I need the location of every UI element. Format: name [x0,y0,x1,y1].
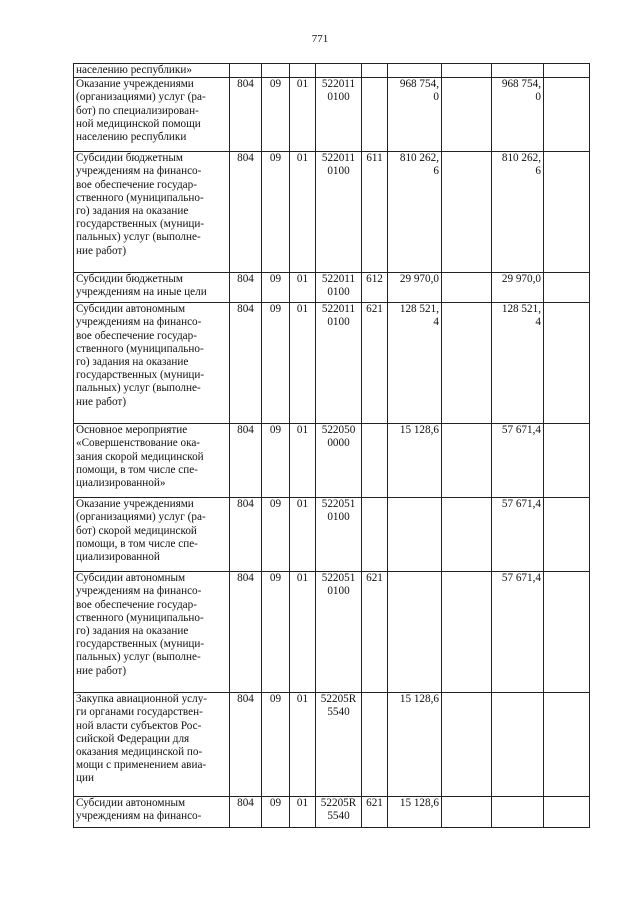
subsection-code: 01 [290,693,316,797]
table-row [74,693,590,797]
row-name: Основное мероприятие «Совершенствование ока- зания скорой медицинской помощи, в том числе спе- циализированной» [74,424,230,498]
expense-type-code [362,78,388,152]
table-row [74,273,590,303]
section-code: 09 [262,572,290,693]
subsection-code: 01 [290,152,316,273]
subsection-code [290,64,316,78]
section-code: 09 [262,78,290,152]
subsection-code: 01 [290,273,316,303]
amount-4 [544,498,590,572]
row-name: Оказание учреждениями (организациями) услуг (ра- бот) по специализирован- ной медицинской помощи населению республики [74,78,230,152]
amount-1 [388,572,442,693]
target-article-code: 522011 0100 [316,273,362,303]
row-name: Субсидии автономным учреждениям на финансо- вое обеспечение государ- ственного (муниципально- го) задания на оказание государственных (муници- пальных) услуг (выполне- ние работ) [74,303,230,424]
section-code: 09 [262,498,290,572]
target-article-code: 522011 0100 [316,78,362,152]
section-code: 09 [262,273,290,303]
section-code: 09 [262,152,290,273]
section-code: 09 [262,693,290,797]
section-code: 09 [262,797,290,828]
amount-2 [442,797,492,828]
row-name: Субсидии бюджетным учреждениям на иные цели [74,273,230,303]
expense-type-code [362,693,388,797]
table-row [74,797,590,828]
table-row [74,152,590,273]
amount-3 [492,693,544,797]
section-code [262,64,290,78]
amount-3: 29 970,0 [492,273,544,303]
subsection-code: 01 [290,78,316,152]
table-row [74,78,590,152]
page-number: 771 [311,33,329,45]
budget-table [73,63,590,828]
amount-3: 968 754, 0 [492,78,544,152]
subsection-code: 01 [290,424,316,498]
amount-4 [544,693,590,797]
amount-2 [442,64,492,78]
row-name: Субсидии автономным учреждениям на финансо- [74,797,230,828]
amount-4 [544,572,590,693]
amount-3: 57 671,4 [492,424,544,498]
amount-2 [442,572,492,693]
expense-type-code: 612 [362,273,388,303]
amount-1: 810 262, 6 [388,152,442,273]
row-name: Закупка авиационной услу- ги органами государствен- ной власти субъектов Рос- сийской Федерации для оказания медицинской по- мощи с применением авиа- ции [74,693,230,797]
amount-1 [388,498,442,572]
amount-2 [442,693,492,797]
subsection-code: 01 [290,498,316,572]
table-row [74,303,590,424]
expense-type-code: 611 [362,152,388,273]
target-article-code: 522050 0000 [316,424,362,498]
ministry-code: 804 [230,78,262,152]
target-article-code: 522011 0100 [316,303,362,424]
section-code: 09 [262,303,290,424]
amount-3: 57 671,4 [492,498,544,572]
ministry-code: 804 [230,693,262,797]
amount-4 [544,78,590,152]
target-article-code: 522051 0100 [316,498,362,572]
target-article-code: 52205R 5540 [316,797,362,828]
subsection-code: 01 [290,303,316,424]
table-row [74,572,590,693]
table-row [74,424,590,498]
amount-1 [388,64,442,78]
amount-4 [544,797,590,828]
ministry-code: 804 [230,424,262,498]
amount-1: 15 128,6 [388,797,442,828]
expense-type-code: 621 [362,572,388,693]
ministry-code: 804 [230,273,262,303]
amount-1: 15 128,6 [388,693,442,797]
amount-3: 128 521, 4 [492,303,544,424]
amount-2 [442,303,492,424]
target-article-code: 52205R 5540 [316,693,362,797]
amount-1: 968 754, 0 [388,78,442,152]
amount-1: 15 128,6 [388,424,442,498]
amount-2 [442,498,492,572]
amount-3 [492,64,544,78]
expense-type-code: 621 [362,797,388,828]
subsection-code: 01 [290,797,316,828]
table-row [74,498,590,572]
row-name: Субсидии автономным учреждениям на финансо- вое обеспечение государ- ственного (муниципально- го) задания на оказание государственных (муници- пальных) услуг (выполне- ние работ) [74,572,230,693]
amount-4 [544,64,590,78]
expense-type-code [362,64,388,78]
ministry-code: 804 [230,572,262,693]
row-name: Оказание учреждениями (организациями) услуг (ра- бот) скорой медицинской помощи, в том числе спе- циализированной [74,498,230,572]
amount-4 [544,424,590,498]
ministry-code [230,64,262,78]
amount-4 [544,273,590,303]
amount-2 [442,152,492,273]
table-row [74,64,590,78]
amount-3 [492,797,544,828]
amount-4 [544,303,590,424]
amount-2 [442,273,492,303]
amount-1: 128 521, 4 [388,303,442,424]
ministry-code: 804 [230,797,262,828]
ministry-code: 804 [230,303,262,424]
ministry-code: 804 [230,498,262,572]
subsection-code: 01 [290,572,316,693]
ministry-code: 804 [230,152,262,273]
row-name: Субсидии бюджетным учреждениям на финансо- вое обеспечение государ- ственного (муниципально- го) задания на оказание государственных (муници- пальных) услуг (выполне- ние работ) [74,152,230,273]
expense-type-code [362,498,388,572]
expense-type-code: 621 [362,303,388,424]
target-article-code [316,64,362,78]
expense-type-code [362,424,388,498]
amount-4 [544,152,590,273]
section-code: 09 [262,424,290,498]
amount-3: 57 671,4 [492,572,544,693]
row-name: населению республики» [74,64,230,78]
target-article-code: 522011 0100 [316,152,362,273]
target-article-code: 522051 0100 [316,572,362,693]
amount-2 [442,78,492,152]
amount-1: 29 970,0 [388,273,442,303]
amount-2 [442,424,492,498]
amount-3: 810 262, 6 [492,152,544,273]
